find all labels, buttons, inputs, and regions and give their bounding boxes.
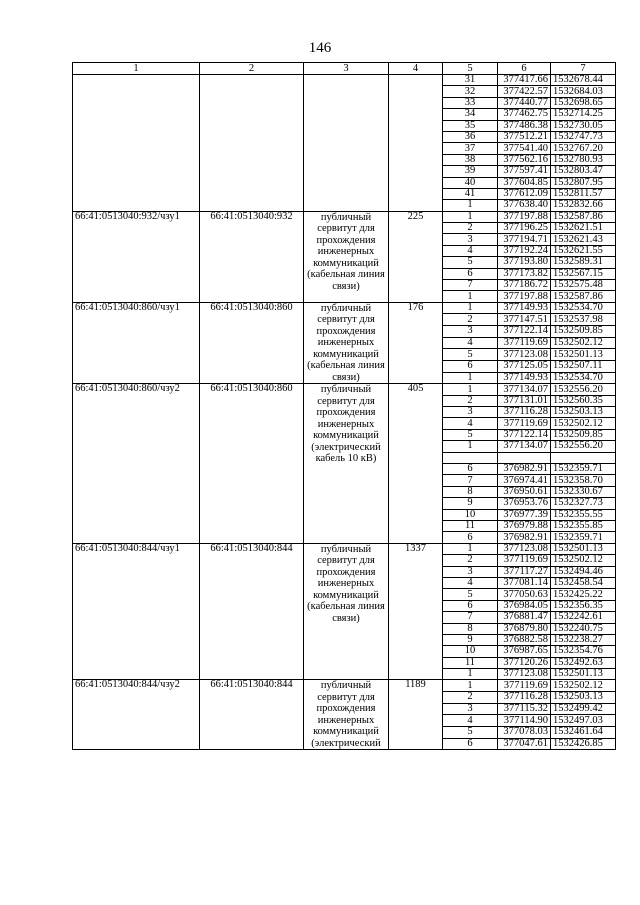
y-coordinate: 1532425.22: [551, 589, 616, 600]
y-coordinate: 1532621.55: [551, 245, 616, 256]
point-number: 6: [443, 600, 498, 611]
servitude-number: [73, 75, 200, 212]
y-coordinate: 1532426.85: [551, 738, 616, 750]
y-coordinate: 1532698.65: [551, 97, 616, 108]
point-number: 8: [443, 623, 498, 634]
header-row: [73, 63, 616, 75]
point-number: 31: [443, 75, 498, 86]
point-number: 7: [443, 612, 498, 623]
x-coordinate: 377115.32: [498, 703, 551, 715]
point-number: 2: [443, 395, 498, 406]
x-coordinate: 377562.16: [498, 154, 551, 165]
point-number: 6: [443, 464, 498, 475]
x-coordinate: 377116.28: [498, 692, 551, 704]
x-coordinate: 377197.88: [498, 211, 551, 222]
y-coordinate: 1532502.12: [551, 555, 616, 566]
x-coordinate: 377604.85: [498, 177, 551, 188]
cadastral-number: 66:41:0513040:860: [200, 384, 304, 543]
y-coordinate: 1532534.70: [551, 302, 616, 314]
y-coordinate: 1532678.44: [551, 75, 616, 86]
x-coordinate: 377149.93: [498, 302, 551, 314]
y-coordinate: 1532767.20: [551, 143, 616, 154]
y-coordinate: 1532492.63: [551, 657, 616, 668]
x-coordinate: 377119.69: [498, 555, 551, 566]
y-coordinate: 1532355.55: [551, 509, 616, 520]
point-number: 1: [443, 441, 498, 452]
y-coordinate: 1532509.85: [551, 326, 616, 338]
x-coordinate: 377122.14: [498, 326, 551, 338]
x-coordinate: 376974.41: [498, 475, 551, 486]
point-number: 41: [443, 188, 498, 199]
x-coordinate: 377193.80: [498, 257, 551, 268]
area-value: 1337: [389, 543, 443, 680]
point-number: 34: [443, 109, 498, 120]
y-coordinate: 1532567.15: [551, 268, 616, 279]
point-number: 10: [443, 509, 498, 520]
column-header-2: 2: [200, 63, 304, 75]
x-coordinate: 377120.26: [498, 657, 551, 668]
x-coordinate: 377114.90: [498, 715, 551, 727]
area-value: 176: [389, 302, 443, 384]
point-number: 4: [443, 337, 498, 349]
servitude-purpose: публичный сервитут для прохождения инженерных коммуникаций (кабельная линия связи): [304, 211, 389, 302]
x-coordinate: 377119.69: [498, 337, 551, 349]
area-value: 405: [389, 384, 443, 543]
x-coordinate: 376977.39: [498, 509, 551, 520]
table-row: [73, 75, 616, 86]
point-number: 6: [443, 532, 498, 543]
y-coordinate: 1532497.03: [551, 715, 616, 727]
y-coordinate: 1532356.35: [551, 600, 616, 611]
point-number: 5: [443, 257, 498, 268]
y-coordinate: 1532458.54: [551, 577, 616, 588]
point-number: 6: [443, 268, 498, 279]
column-header-5: 5: [443, 63, 498, 75]
point-number: 1: [443, 543, 498, 554]
x-coordinate: 376950.61: [498, 486, 551, 497]
column-header-3: 3: [304, 63, 389, 75]
point-number: 37: [443, 143, 498, 154]
y-coordinate: 1532621.51: [551, 223, 616, 234]
page-number: 146: [308, 40, 332, 56]
x-coordinate: 377638.40: [498, 200, 551, 211]
area-value: 225: [389, 211, 443, 302]
point-number: 5: [443, 429, 498, 440]
x-coordinate: 376984.05: [498, 600, 551, 611]
point-number: 7: [443, 475, 498, 486]
x-coordinate: 377440.77: [498, 97, 551, 108]
point-number: 4: [443, 245, 498, 256]
point-number: 1: [443, 384, 498, 395]
y-coordinate: 1532358.70: [551, 475, 616, 486]
x-coordinate: 377131.01: [498, 395, 551, 406]
point-number: 1: [443, 302, 498, 314]
servitude-number: 66:41:0513040:860/чзу2: [73, 384, 200, 543]
area-value: [389, 75, 443, 212]
servitude-number: 66:41:0513040:844/чзу1: [73, 543, 200, 680]
y-coordinate: 1532560.35: [551, 395, 616, 406]
point-number: 5: [443, 727, 498, 739]
y-coordinate: 1532355.85: [551, 521, 616, 532]
y-coordinate: 1532502.12: [551, 418, 616, 429]
x-coordinate: 377123.08: [498, 349, 551, 361]
y-coordinate: 1532359.71: [551, 464, 616, 475]
point-number: 5: [443, 349, 498, 361]
point-number: 11: [443, 657, 498, 668]
y-coordinate: 1532587.86: [551, 291, 616, 302]
y-coordinate: 1532537.98: [551, 314, 616, 326]
y-coordinate: 1532501.13: [551, 669, 616, 680]
y-coordinate: 1532556.20: [551, 384, 616, 395]
point-number: 9: [443, 634, 498, 645]
y-coordinate: 1532354.76: [551, 646, 616, 657]
y-coordinate: 1532242.61: [551, 612, 616, 623]
point-number: 7: [443, 280, 498, 291]
y-coordinate: 1532327.73: [551, 498, 616, 509]
cadastral-number: [200, 75, 304, 212]
y-coordinate: 1532330.67: [551, 486, 616, 497]
y-coordinate: [551, 452, 616, 463]
x-coordinate: 377125.05: [498, 361, 551, 373]
x-coordinate: 377192.24: [498, 245, 551, 256]
x-coordinate: 377134.07: [498, 384, 551, 395]
x-coordinate: 377116.28: [498, 407, 551, 418]
coordinates-table: [72, 62, 616, 750]
servitude-purpose: публичный сервитут для прохождения инженерных коммуникаций (кабельная линия связи): [304, 302, 389, 384]
x-coordinate: 376882.58: [498, 634, 551, 645]
column-header-4: 4: [389, 63, 443, 75]
point-number: 3: [443, 566, 498, 577]
servitude-purpose: публичный сервитут для прохождения инженерных коммуникаций (электрический кабель 10 кВ): [304, 384, 389, 543]
y-coordinate: 1532811.57: [551, 188, 616, 199]
x-coordinate: 377117.27: [498, 566, 551, 577]
y-coordinate: 1532502.12: [551, 680, 616, 692]
point-number: 3: [443, 703, 498, 715]
table-row: [73, 384, 616, 395]
servitude-purpose: публичный сервитут для прохождения инженерных коммуникаций (электрический: [304, 680, 389, 750]
point-number: 4: [443, 577, 498, 588]
x-coordinate: 377119.69: [498, 418, 551, 429]
y-coordinate: 1532507.11: [551, 361, 616, 373]
point-number: 10: [443, 646, 498, 657]
point-number: 2: [443, 692, 498, 704]
y-coordinate: 1532501.13: [551, 349, 616, 361]
point-number: 33: [443, 97, 498, 108]
y-coordinate: 1532502.12: [551, 337, 616, 349]
point-number: 1: [443, 680, 498, 692]
point-number: 1: [443, 211, 498, 222]
point-number: 38: [443, 154, 498, 165]
point-number: 3: [443, 407, 498, 418]
point-number: 4: [443, 418, 498, 429]
x-coordinate: 377134.07: [498, 441, 551, 452]
point-number: 3: [443, 234, 498, 245]
y-coordinate: 1532807.95: [551, 177, 616, 188]
x-coordinate: 377047.61: [498, 738, 551, 750]
point-number: 2: [443, 223, 498, 234]
servitude-number: 66:41:0513040:844/чзу2: [73, 680, 200, 750]
area-value: 1189: [389, 680, 443, 750]
y-coordinate: 1532494.46: [551, 566, 616, 577]
y-coordinate: 1532747.73: [551, 131, 616, 142]
x-coordinate: 376982.91: [498, 532, 551, 543]
y-coordinate: 1532832.66: [551, 200, 616, 211]
x-coordinate: 377122.14: [498, 429, 551, 440]
cadastral-number: 66:41:0513040:860: [200, 302, 304, 384]
y-coordinate: 1532589.31: [551, 257, 616, 268]
cadastral-number: 66:41:0513040:932: [200, 211, 304, 302]
x-coordinate: 377194.71: [498, 234, 551, 245]
servitude-purpose: публичный сервитут для прохождения инженерных коммуникаций (кабельная линия связи): [304, 543, 389, 680]
point-number: 3: [443, 326, 498, 338]
cadastral-number: 66:41:0513040:844: [200, 680, 304, 750]
x-coordinate: 377119.69: [498, 680, 551, 692]
column-header-7: 7: [551, 63, 616, 75]
y-coordinate: 1532509.85: [551, 429, 616, 440]
point-number: 6: [443, 361, 498, 373]
x-coordinate: 377512.21: [498, 131, 551, 142]
point-number: 40: [443, 177, 498, 188]
x-coordinate: 377486.38: [498, 120, 551, 131]
x-coordinate: 376982.91: [498, 464, 551, 475]
x-coordinate: 376987.65: [498, 646, 551, 657]
x-coordinate: [498, 452, 551, 463]
y-coordinate: 1532730.05: [551, 120, 616, 131]
y-coordinate: 1532503.13: [551, 692, 616, 704]
y-coordinate: 1532503.13: [551, 407, 616, 418]
y-coordinate: 1532534.70: [551, 372, 616, 384]
x-coordinate: 377196.25: [498, 223, 551, 234]
point-number: 36: [443, 131, 498, 142]
point-number: [443, 452, 498, 463]
x-coordinate: 377149.93: [498, 372, 551, 384]
x-coordinate: 377612.09: [498, 188, 551, 199]
x-coordinate: 376879.80: [498, 623, 551, 634]
point-number: 39: [443, 166, 498, 177]
x-coordinate: 377123.08: [498, 669, 551, 680]
table-row: [73, 543, 616, 554]
y-coordinate: 1532575.48: [551, 280, 616, 291]
y-coordinate: 1532499.42: [551, 703, 616, 715]
y-coordinate: 1532240.75: [551, 623, 616, 634]
y-coordinate: 1532359.71: [551, 532, 616, 543]
x-coordinate: 376953.76: [498, 498, 551, 509]
y-coordinate: 1532780.93: [551, 154, 616, 165]
servitude-number: 66:41:0513040:932/чзу1: [73, 211, 200, 302]
x-coordinate: 377197.88: [498, 291, 551, 302]
point-number: 2: [443, 314, 498, 326]
cadastral-number: 66:41:0513040:844: [200, 543, 304, 680]
x-coordinate: 377050.63: [498, 589, 551, 600]
x-coordinate: 377173.82: [498, 268, 551, 279]
y-coordinate: 1532238.27: [551, 634, 616, 645]
x-coordinate: 377078.03: [498, 727, 551, 739]
servitude-purpose: [304, 75, 389, 212]
point-number: 6: [443, 738, 498, 750]
point-number: 4: [443, 715, 498, 727]
point-number: 1: [443, 200, 498, 211]
x-coordinate: 376979.88: [498, 521, 551, 532]
x-coordinate: 377462.75: [498, 109, 551, 120]
servitude-number: 66:41:0513040:860/чзу1: [73, 302, 200, 384]
point-number: 2: [443, 555, 498, 566]
point-number: 8: [443, 486, 498, 497]
column-header-6: 6: [498, 63, 551, 75]
y-coordinate: 1532461.64: [551, 727, 616, 739]
point-number: 32: [443, 86, 498, 97]
x-coordinate: 377081.14: [498, 577, 551, 588]
table-row: [73, 680, 616, 692]
y-coordinate: 1532621.43: [551, 234, 616, 245]
table-row: [73, 302, 616, 314]
y-coordinate: 1532684.03: [551, 86, 616, 97]
y-coordinate: 1532556.20: [551, 441, 616, 452]
y-coordinate: 1532714.25: [551, 109, 616, 120]
y-coordinate: 1532501.13: [551, 543, 616, 554]
point-number: 1: [443, 291, 498, 302]
y-coordinate: 1532587.86: [551, 211, 616, 222]
x-coordinate: 376881.47: [498, 612, 551, 623]
point-number: 5: [443, 589, 498, 600]
point-number: 1: [443, 669, 498, 680]
x-coordinate: 377422.57: [498, 86, 551, 97]
column-header-1: 1: [73, 63, 200, 75]
x-coordinate: 377597.41: [498, 166, 551, 177]
point-number: 11: [443, 521, 498, 532]
x-coordinate: 377417.66: [498, 75, 551, 86]
x-coordinate: 377186.72: [498, 280, 551, 291]
y-coordinate: 1532803.47: [551, 166, 616, 177]
x-coordinate: 377541.40: [498, 143, 551, 154]
point-number: 9: [443, 498, 498, 509]
x-coordinate: 377147.51: [498, 314, 551, 326]
table-row: [73, 211, 616, 222]
point-number: 35: [443, 120, 498, 131]
point-number: 1: [443, 372, 498, 384]
x-coordinate: 377123.08: [498, 543, 551, 554]
